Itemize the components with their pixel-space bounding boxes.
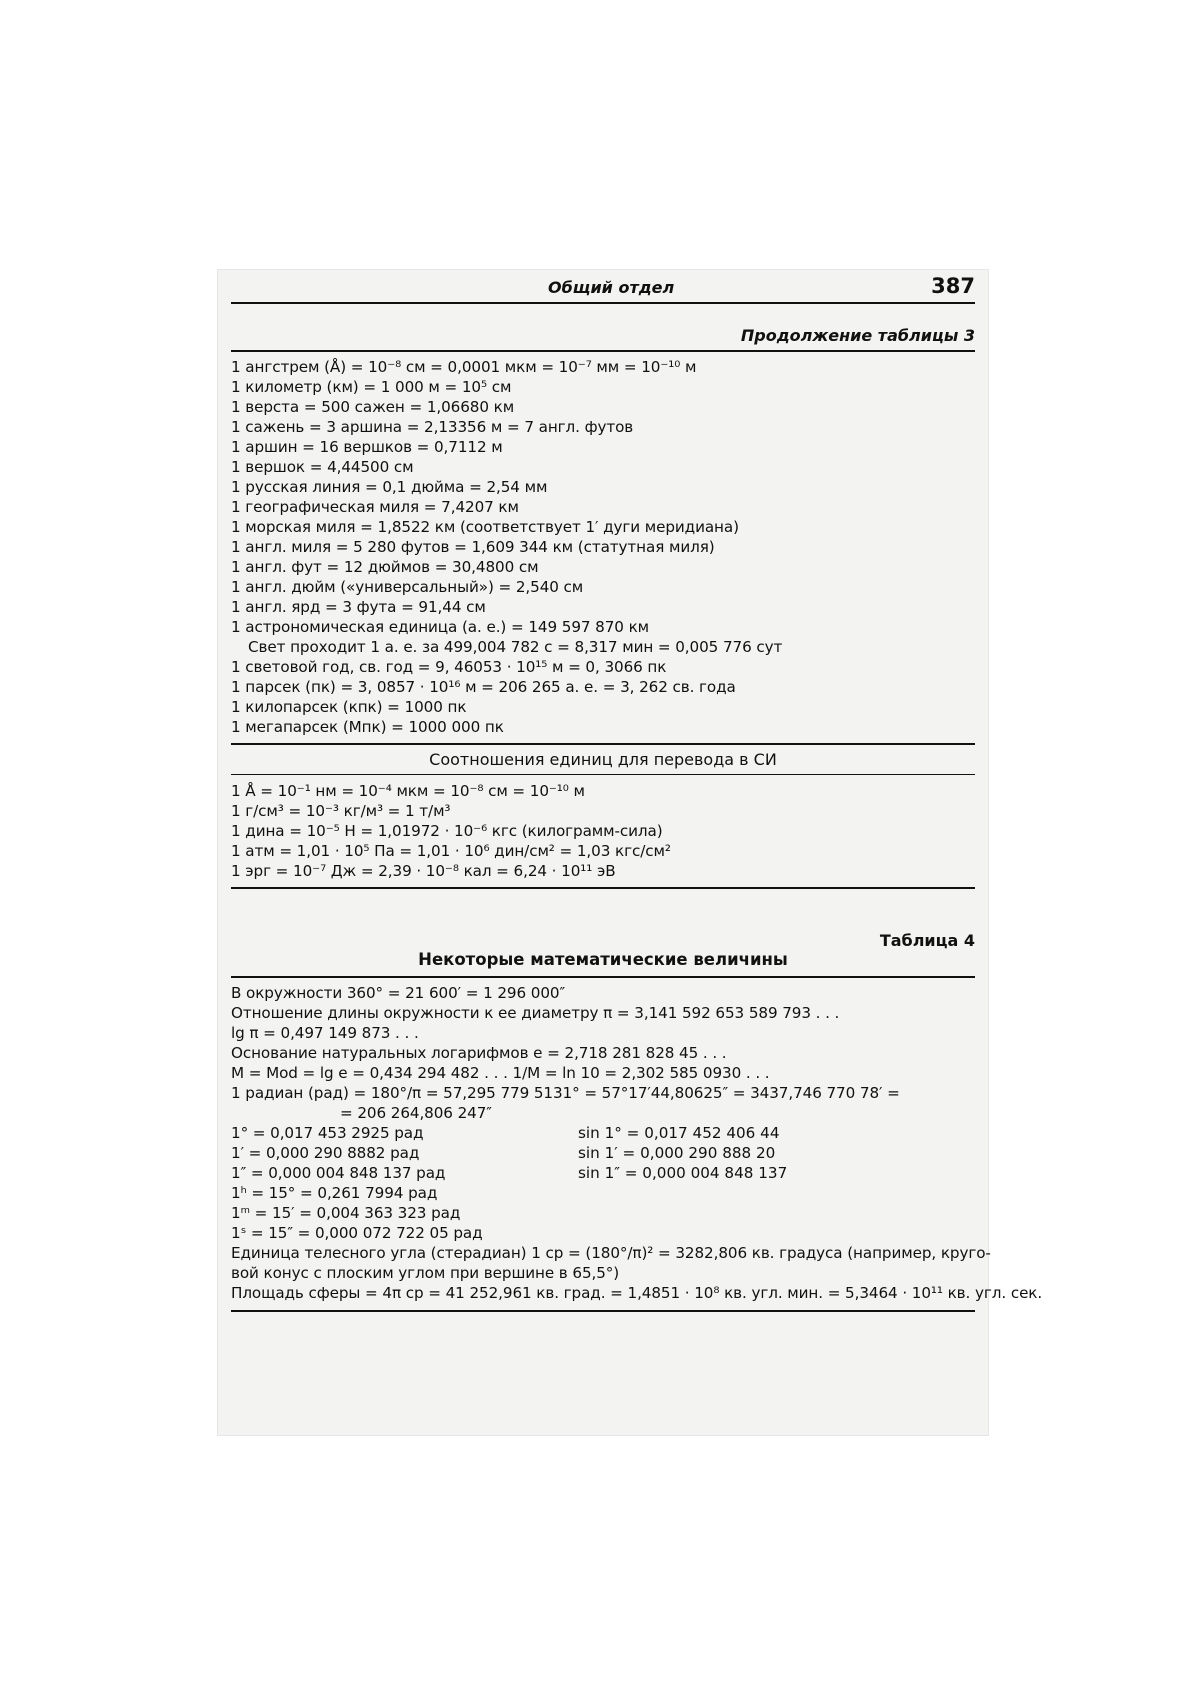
angle-value: 1ʰ = 15° = 0,261 7994 рад xyxy=(231,1184,438,1202)
table3-top-rule xyxy=(231,350,975,352)
math-row: 1 радиан (рад) = 180°/π = 57,295 779 5131° = 57°17′44,80625″ = 3437,746 770 78′ = xyxy=(231,1084,900,1102)
sine-value: sin 1° = 0,017 452 406 44 xyxy=(578,1124,780,1142)
si-section-title: Соотношения единиц для перевода в СИ xyxy=(429,750,777,769)
angle-value: 1ˢ = 15″ = 0,000 072 722 05 рад xyxy=(231,1224,483,1242)
unit-row: 1 русская линия = 0,1 дюйма = 2,54 мм xyxy=(231,478,548,496)
unit-row: 1 аршин = 16 вершков = 0,7112 м xyxy=(231,438,503,456)
angle-value: 1ᵐ = 15′ = 0,004 363 323 рад xyxy=(231,1204,461,1222)
unit-row: 1 верста = 500 сажен = 1,06680 км xyxy=(231,398,515,416)
math-row: = 206 264,806 247″ xyxy=(340,1104,492,1122)
section-rule xyxy=(231,774,975,775)
unit-row: 1 килопарсек (кпк) = 1000 пк xyxy=(231,698,467,716)
math-row: В окружности 360° = 21 600′ = 1 296 000″ xyxy=(231,984,566,1002)
unit-row: 1 англ. миля = 5 280 футов = 1,609 344 км (статутная миля) xyxy=(231,538,715,556)
unit-row: 1 световой год, св. год = 9, 46053 · 10¹⁵ м = 0, 3066 пк xyxy=(231,658,667,676)
unit-row: 1 англ. дюйм («универсальный») = 2,540 см xyxy=(231,578,584,596)
table3-bottom-rule xyxy=(231,887,975,889)
page-number: 387 xyxy=(931,274,975,298)
angle-value: 1° = 0,017 453 2925 рад xyxy=(231,1124,424,1142)
unit-row: 1 морская миля = 1,8522 км (соответствует 1′ дуги меридиана) xyxy=(231,518,739,536)
table4-bottom-rule xyxy=(231,1310,975,1312)
unit-row: 1 англ. ярд = 3 фута = 91,44 см xyxy=(231,598,486,616)
math-row: Отношение длины окружности к ее диаметру π = 3,141 592 653 589 793 . . . xyxy=(231,1004,840,1022)
unit-row: 1 километр (км) = 1 000 м = 10⁵ см xyxy=(231,378,512,396)
table4-title: Некоторые математические величины xyxy=(418,950,788,969)
table-continuation-label: Продолжение таблицы 3 xyxy=(740,326,975,345)
table4-label: Таблица 4 xyxy=(879,931,975,950)
math-row: Основание натуральных логарифмов e = 2,718 281 828 45 . . . xyxy=(231,1044,727,1062)
unit-row: 1 ангстрем (Å) = 10⁻⁸ см = 0,0001 мкм = 10⁻⁷ мм = 10⁻¹⁰ м xyxy=(231,358,697,376)
sine-value: sin 1′ = 0,000 290 888 20 xyxy=(578,1144,776,1162)
section-rule xyxy=(231,743,975,745)
si-row: 1 г/см³ = 10⁻³ кг/м³ = 1 т/м³ xyxy=(231,802,451,820)
si-row: 1 Å = 10⁻¹ нм = 10⁻⁴ мкм = 10⁻⁸ см = 10⁻¹⁰ м xyxy=(231,782,585,800)
angle-value: 1″ = 0,000 004 848 137 рад xyxy=(231,1164,446,1182)
unit-row: 1 астрономическая единица (а. е.) = 149 597 870 км xyxy=(231,618,650,636)
math-row: Единица телесного угла (стерадиан) 1 ср = (180°/π)² = 3282,806 кв. градуса (например, круго- xyxy=(231,1244,991,1262)
si-row: 1 атм = 1,01 · 10⁵ Па = 1,01 · 10⁶ дин/см² = 1,03 кгс/см² xyxy=(231,842,671,860)
book-page xyxy=(218,270,1043,1435)
unit-row: 1 географическая миля = 7,4207 км xyxy=(231,498,519,516)
running-title: Общий отдел xyxy=(548,278,675,297)
si-row: 1 дина = 10⁻⁵ Н = 1,01972 · 10⁻⁶ кгс (килограмм-сила) xyxy=(231,822,663,840)
unit-row: Свет проходит 1 а. е. за 499,004 782 с = 8,317 мин = 0,005 776 сут xyxy=(248,638,783,656)
table4-top-rule xyxy=(231,976,975,978)
sine-value: sin 1″ = 0,000 004 848 137 xyxy=(578,1164,788,1182)
si-row: 1 эрг = 10⁻⁷ Дж = 2,39 · 10⁻⁸ кал = 6,24 · 10¹¹ эВ xyxy=(231,862,616,880)
header-rule xyxy=(231,302,975,304)
unit-row: 1 мегапарсек (Мпк) = 1000 000 пк xyxy=(231,718,504,736)
math-row: lg π = 0,497 149 873 . . . xyxy=(231,1024,419,1042)
unit-row: 1 вершок = 4,44500 см xyxy=(231,458,414,476)
math-row: вой конус с плоским углом при вершине в 65,5°) xyxy=(231,1264,620,1282)
unit-row: 1 англ. фут = 12 дюймов = 30,4800 см xyxy=(231,558,539,576)
math-row: Площадь сферы = 4π ср = 41 252,961 кв. град. = 1,4851 · 10⁸ кв. угл. мин. = 5,3464 · 10¹¹ кв. угл. сек. xyxy=(231,1284,1043,1302)
angle-value: 1′ = 0,000 290 8882 рад xyxy=(231,1144,420,1162)
unit-row: 1 парсек (пк) = 3, 0857 · 10¹⁶ м = 206 265 а. е. = 3, 262 св. года xyxy=(231,678,736,696)
unit-row: 1 сажень = 3 аршина = 2,13356 м = 7 англ. футов xyxy=(231,418,634,436)
math-row: M = Mod = lg e = 0,434 294 482 . . . 1/M = ln 10 = 2,302 585 0930 . . . xyxy=(231,1064,770,1082)
